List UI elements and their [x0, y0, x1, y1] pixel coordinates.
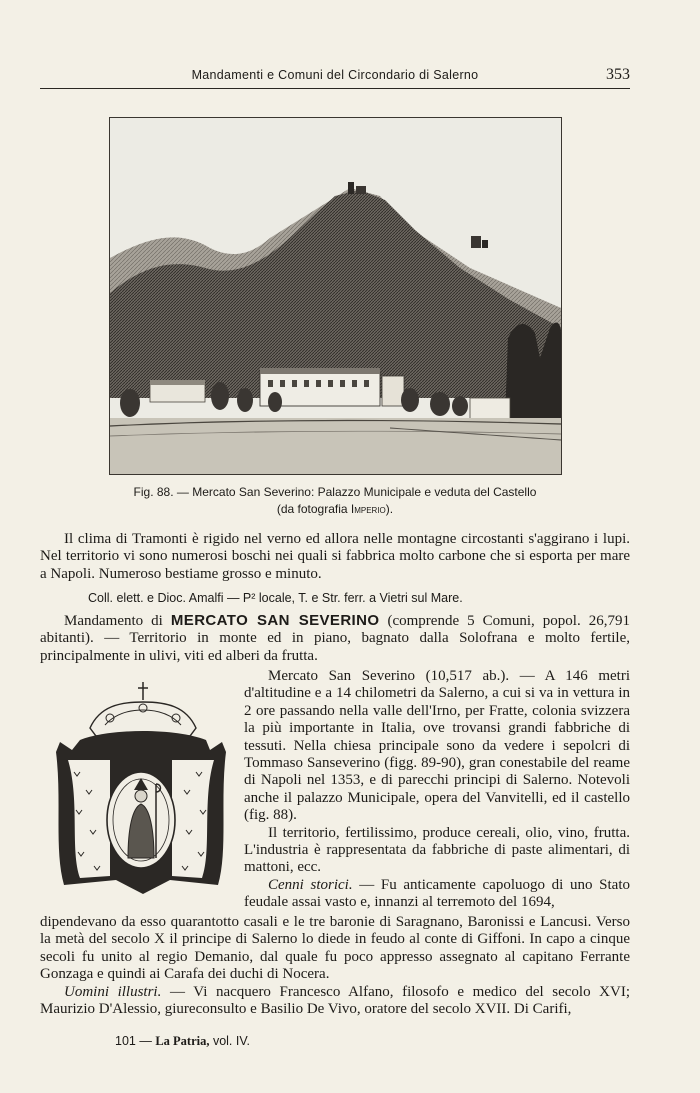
cenni-label: Cenni storici.	[268, 876, 353, 893]
caption-prefix: (da fotografia	[276, 502, 351, 516]
running-title: Mandamenti e Comuni del Circondario di Salerno	[191, 68, 479, 82]
uomini-text	[40, 984, 630, 1019]
coat-of-arms-icon	[50, 680, 232, 898]
uomini-body: — Vi nacquero Francesco Alfano, filosofo e medico del secolo XVI; Maurizio D'Alessio, giureconsulto e Basilio De Vivo, oratore del secolo XVII. Di Carifi,	[40, 984, 630, 1018]
cenni-intro	[244, 877, 630, 912]
caption-suffix: ).	[385, 502, 394, 516]
footer-signature: 101 —	[115, 1034, 156, 1048]
figure-caption	[40, 484, 630, 518]
wrapped-text-block	[244, 668, 630, 912]
caption-line-2	[40, 501, 630, 518]
cenni-wrapped-text: — Fu anticamente capoluogo di uno Stato feudale assai vasto e, innanzi al terremoto del 1694,	[244, 876, 630, 911]
paragraph-tramonti	[40, 531, 630, 583]
mandamento-text	[40, 612, 630, 665]
territorio-text: Il territorio, fertilissimo, produce cereali, olio, vino, frutta. L'industria è rappresentata da fabbriche di paste alimentari, di mattoni, ecc.	[244, 824, 630, 876]
paragraph-mandamento	[40, 612, 630, 665]
running-head	[40, 66, 630, 89]
electoral-note	[40, 590, 630, 607]
coat-of-arms	[50, 680, 232, 898]
mandamento-prefix: Mandamento di	[64, 613, 171, 629]
mandamento-rest: (comprende 5 Comuni, popol. 26,791 abitanti). — Territorio in monte ed in piano, bagnato dalla Solofrana e molto fertile, principalmente in ulivi, viti ed alberi da frutta.	[40, 613, 630, 664]
mercato-text: Mercato San Severino (10,517 ab.). — A 146 metri d'altitudine e a 14 chilometri da Salerno, a cui si va in vettura in 2 ore passando nella valle dell'Irno, per Fratte, colonia svizzera la più importante in Italia, ove trovansi grandi fabbriche di tessuti. Nella chiesa principale sono da vedere i sepolcri di Tommaso Sanseverino (figg. 89-90), gran conestabile del reame di Napoli nel 1353, e di parecchi principi di Salerno. Notevoli anche il palazzo Municipale, opera del Vanvitelli, ed il castello (fig. 88).	[244, 668, 630, 824]
page-footer	[115, 1034, 250, 1049]
caption-credit: Imperio	[350, 502, 386, 516]
cenni-full-text: dipendevano da esso quarantotto casali e le tre baronie di Saragnano, Baronissi e Lancusi. Verso la metà del secolo X il principe di Salerno lo diede in feudo al conte di Giffoni. In capo a cinque secoli fu unito al regio Demanio, dal quale fu poco appresso assegnato al capitano Ferrante Gonzaga e quindi ai Carafa dei duchi di Nocera.	[40, 914, 630, 983]
uomini-label: Uomini illustri.	[64, 984, 162, 1000]
footer-work-title: La Patria,	[155, 1034, 210, 1048]
landscape-illustration	[110, 118, 561, 474]
caption-line-1: Fig. 88. — Mercato San Severino: Palazzo Municipale e veduta del Castello	[133, 485, 537, 499]
footer-volume: vol. IV.	[209, 1034, 251, 1048]
paragraph-uomini	[40, 984, 630, 1019]
coll-line: Coll. elett. e Dioc. Amalfi — P² locale, T. e Str. ferr. a Vietri sul Mare.	[88, 591, 463, 605]
mandamento-name: MERCATO SAN SEVERINO	[170, 612, 380, 629]
tramonti-text: Il clima di Tramonti è rigido nel verno ed allora nelle montagne circostanti s'aggirano i lupi. Nel territorio vi sono numerosi boschi nei quali si fabbrica molto carbone che si esporta per mare a Napoli. Numeroso bestiame grosso e minuto.	[40, 531, 630, 582]
page-number: 353	[606, 66, 630, 83]
paragraph-cenni-continued	[40, 914, 630, 984]
engraving-mercato-san-severino	[109, 117, 562, 475]
